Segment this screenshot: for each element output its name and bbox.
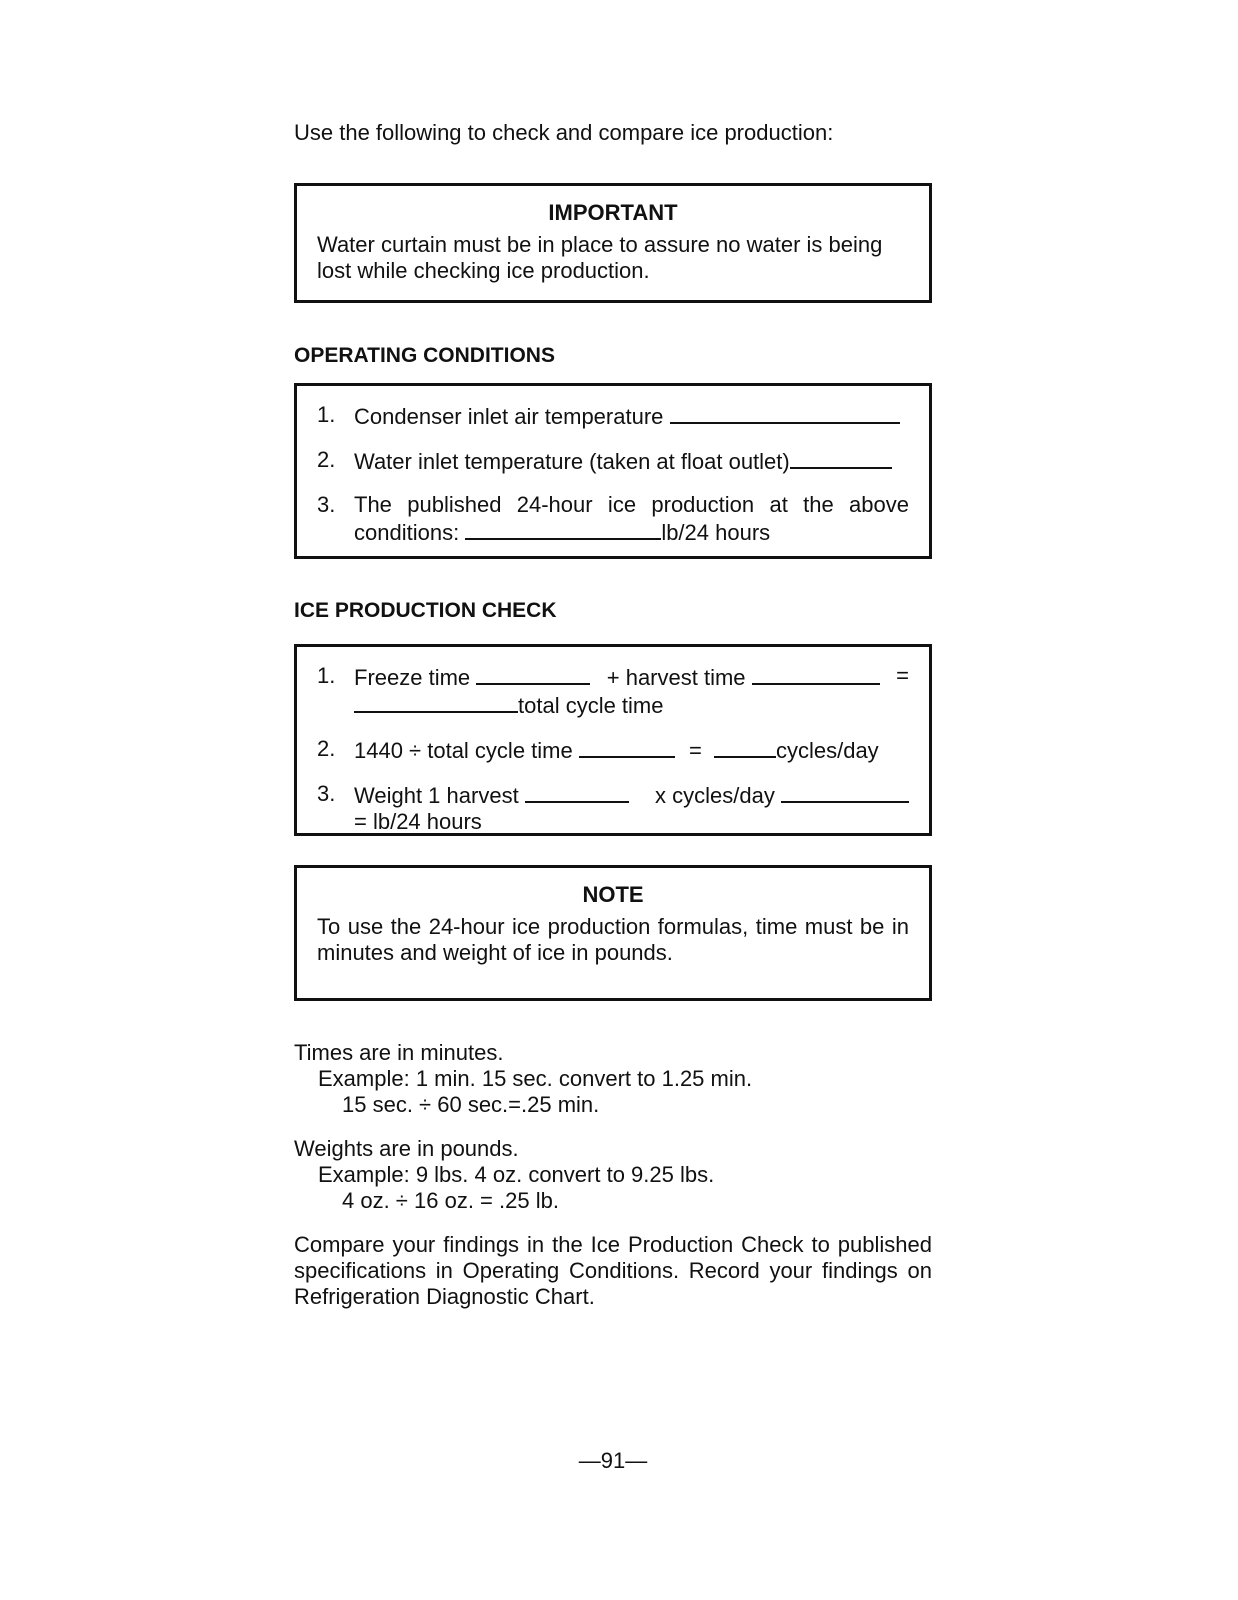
page-number: —91— — [578, 1448, 648, 1473]
blank-line — [465, 518, 661, 540]
blank-line — [670, 402, 900, 424]
blank-line — [790, 447, 892, 469]
blank-line — [714, 736, 776, 758]
ice-production-check-heading: ICE PRODUCTION CHECK — [294, 599, 557, 622]
important-box — [294, 183, 932, 303]
note-box — [294, 865, 932, 1001]
intro-text: Use the following to check and compare ice production: — [294, 120, 834, 145]
blank-line — [476, 663, 590, 685]
operating-item-3: 3. The published 24-hour ice production at the above conditions: lb/24 hours — [317, 492, 909, 545]
production-item-3: 3. Weight 1 harvest x cycles/day = lb/24 hours — [317, 781, 909, 835]
compare-paragraph: Compare your findings in the Ice Production Check to published specifications in Operating Conditions. Record your findings on Refrigeration Diagnostic Chart. — [294, 1232, 932, 1309]
important-text: Water curtain must be in place to assure no water is being lost while checking ice production. — [317, 232, 883, 283]
blank-line — [579, 736, 675, 758]
note-text: To use the 24-hour ice production formulas, time must be in minutes and weight of ice in pounds. — [317, 914, 909, 965]
blank-line — [354, 691, 518, 713]
operating-item-2: 2. Water inlet temperature (taken at float outlet) — [317, 447, 909, 475]
production-item-2: 2. 1440 ÷ total cycle time = cycles/day — [317, 736, 879, 763]
note-title: NOTE — [582, 882, 644, 907]
times-block: Times are in minutes. Example: 1 min. 15 sec. convert to 1.25 min. 15 sec. ÷ 60 sec.=.25 min. — [294, 1040, 753, 1117]
operating-conditions-box — [294, 383, 932, 559]
ice-production-check-box — [294, 644, 932, 836]
blank-line — [781, 781, 909, 803]
operating-conditions-heading: OPERATING CONDITIONS — [294, 344, 555, 367]
important-title: IMPORTANT — [548, 200, 678, 225]
blank-line — [752, 663, 880, 685]
production-item-1: 1. Freeze time + harvest time = total cycle time — [317, 663, 909, 718]
weights-block: Weights are in pounds. Example: 9 lbs. 4 oz. convert to 9.25 lbs. 4 oz. ÷ 16 oz. = .25 lb. — [294, 1136, 715, 1213]
operating-item-1: 1. Condenser inlet air temperature — [317, 402, 909, 430]
blank-line — [525, 781, 629, 803]
